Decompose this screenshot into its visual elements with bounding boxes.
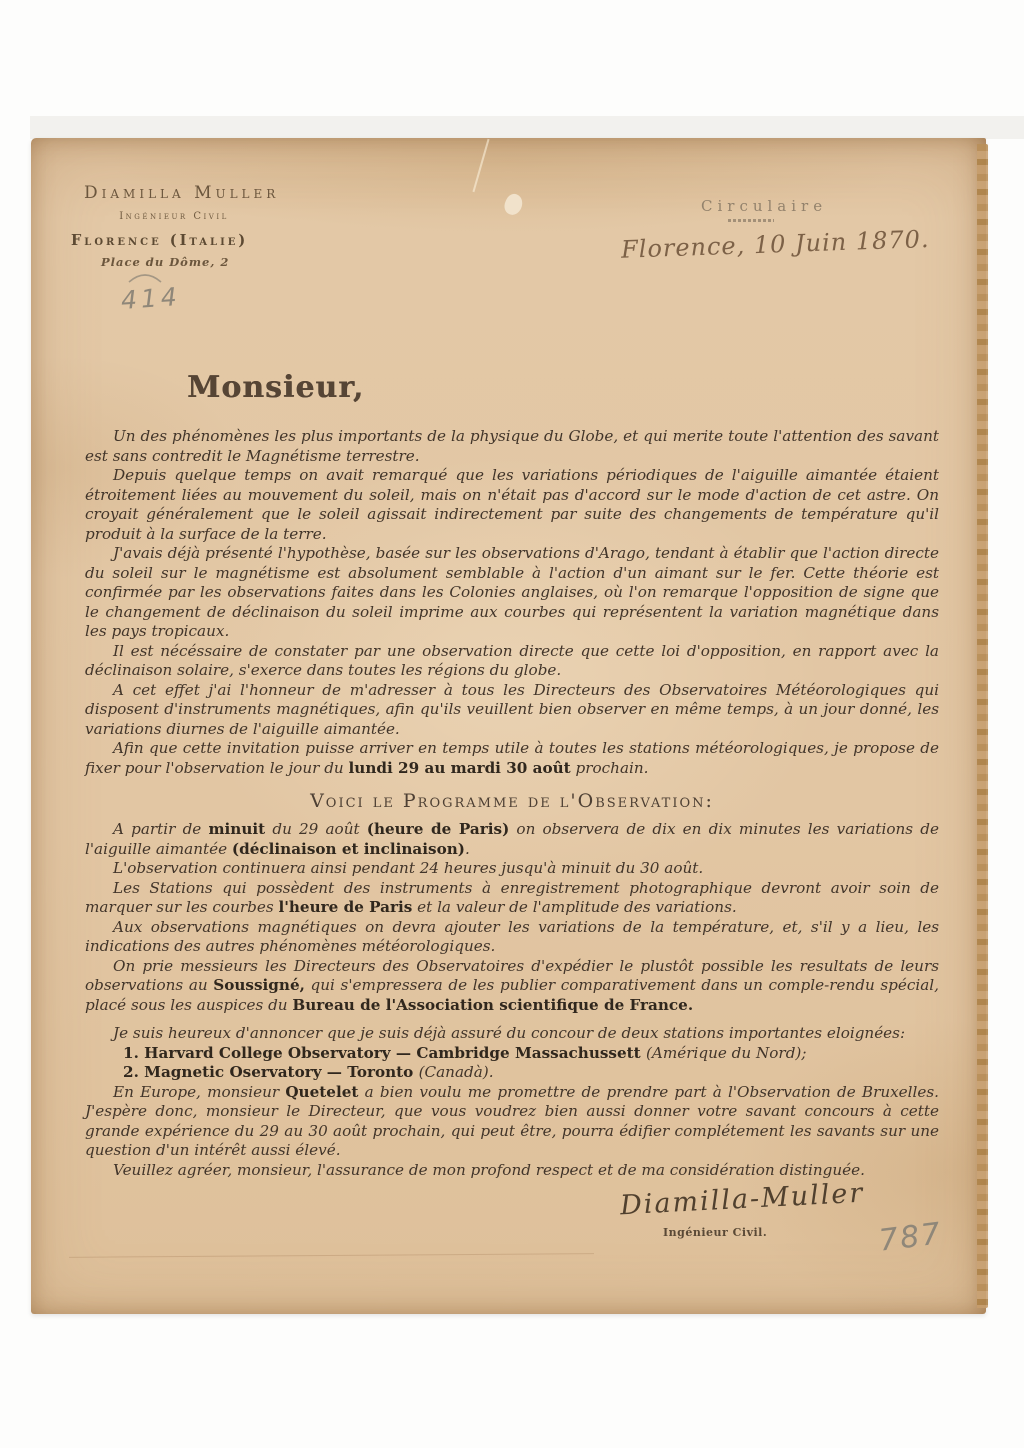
body-text: Aux observations magnétiques on devra ajouter les variations de la température, et, s'il y a lieu, les indications des autres phénomènes météorologiques. [85,917,939,955]
paragraph [85,1063,939,1083]
paragraph [85,918,939,957]
programme-paragraphs [85,820,939,1015]
paragraph [85,739,939,778]
emphasized-text: l'heure de Paris [278,898,413,916]
torn-right-edge [977,144,988,1308]
signature-title: Ingénieur Civil. [663,1226,768,1239]
programme-heading: Voici le Programme de l'Observation: [310,790,714,812]
body-text: On prie messieurs les Directeurs des Observatoires d'expédier le plustôt possible les resultats de leurs observations au [85,956,939,994]
letter-body [85,427,939,1180]
paragraph [85,1044,939,1064]
pencil-number-top: 414 [120,281,182,316]
body-text: a bien voulu me promettre de prendre part à l'Observation de Bruxelles. J'espère donc, monsieur le Directeur, que vous voudrez bien aussi donner votre savant concours à cette grande expérience du 29 au 30 août prochain, qui peut être, pourra édifier complétement les savants sur une question d'un intérêt aussi élevé. [85,1082,939,1159]
paragraph [85,859,939,879]
paragraph [85,1083,939,1161]
paper-blemish [501,191,525,217]
emphasized-text: Quetelet [285,1082,359,1101]
body-text: Les Stations qui possèdent des instruments à enregistrement photographique devront avoir soin de marquer sur les courbes [85,878,939,916]
paragraph [85,1161,939,1181]
salutation: Monsieur, [187,370,365,405]
body-text: (Amérique du Nord); [645,1043,807,1062]
paragraph [85,544,939,642]
circulaire-underline [728,219,774,222]
paragraph [85,957,939,1016]
paragraph [85,642,939,681]
body-text: Afin que cette invitation puisse arriver en temps utile à toutes les stations météorologiques, je propose de fixer pour l'observation le jour du [85,739,939,777]
body-text: A partir de [113,820,209,838]
emphasized-text: (déclinaison et inclinaison) [231,839,465,858]
paragraph [85,879,939,918]
body-text: et la valeur de l'amplitude des variations. [412,898,737,916]
scanner-shadow-band [30,116,1024,139]
body-text: J'avais déjà présenté l'hypothèse, basée sur les observations d'Arago, tendant à établir que l'action directe du soleil sur le magnétisme est absolument semblable à l'action d'un aimant sur le fer. Cette théorie est confirmée par les observations faites dans les Colonies anglaises, où l'on remarque l'opposition de signe que le changement de déclinaison du soleil imprime aux courbes qui représentent la variation magnétique dans les pays tropicaux. [85,544,939,640]
emphasized-text: 2. Magnetic Oservatory — Toronto [123,1063,419,1081]
emphasized-text: Bureau de l'Association scientifique de France. [292,995,694,1014]
body-text: on observera de dix en dix minutes les variations de l'aiguille aimantée [85,820,939,858]
emphasized-text: minuit [208,820,266,838]
emphasized-text: lundi 29 au mardi 30 août [348,758,571,777]
paper-crease-bottom [69,1253,594,1258]
paper-crease-top [472,139,489,192]
handwritten-dateline: Florence, 10 Juin 1870. [620,224,930,264]
paragraph [85,1024,939,1044]
closing-paragraphs [85,1024,939,1180]
body-text: . [464,839,470,858]
body-text: A cet effet j'ai l'honneur de m'adresser à tous les Directeurs des Observatoires Météorologiques qui disposent d'instruments magnétiques, afin qu'ils veuillent bien observer en même temps, à un jour donné, les variations diurnes de l'aiguille aimantée. [85,680,939,738]
letterhead-name: Diamilla Muller [84,183,280,203]
emphasized-text: 1. Harvard College Observatory — Cambridge Massachussett [123,1043,646,1062]
body-text: Un des phénomènes les plus importants de la physique du Globe, et qui merite toute l'attention des savant est sans contredit le Magnétisme terrestre. [85,427,939,465]
intro-paragraphs [85,427,939,778]
letterhead-address: Place du Dôme, 2 [101,255,230,269]
pencil-number-bottom: 787 [877,1216,945,1259]
emphasized-text: Soussigné, [213,976,305,994]
paragraph [85,820,939,859]
signature-script: Diamilla-Muller [619,1177,865,1222]
body-text: L'observation continuera ainsi pendant 24 heures jusqu'à minuit du 30 août. [113,859,704,877]
body-text: Veuillez agréer, monsieur, l'assurance de mon profond respect et de ma considération distinguée. [113,1160,865,1179]
body-text: Il est nécéssaire de constater par une observation directe que cette loi d'opposition, en rapport avec la déclinaison solaire, s'exerce dans toutes les régions du globe. [85,641,939,679]
letterhead-city: Florence (Italie) [71,232,249,249]
emphasized-text: (heure de Paris) [366,820,510,838]
body-text: prochain. [570,758,649,777]
circulaire-label: Circulaire [701,197,828,215]
body-text: En Europe, monsieur [113,1082,286,1101]
letterhead-title: Ingénieur Civil [119,211,229,222]
body-text: Je suis heureux d'annoncer que je suis déjà assuré du concour de deux stations importantes eloignées: [113,1024,906,1042]
body-text: Depuis quelque temps on avait remarqué que les variations périodiques de l'aiguille aimantée étaient étroitement liées au mouvement du soleil, mais on n'était pas d'accord sur le mode d'action de cet astre. On croyait généralement que le soleil agissait indirectement par suite des changements de température qu'il produit à la surface de la terre. [85,466,939,543]
body-text: (Canadà). [418,1063,494,1081]
paragraph [85,466,939,544]
body-text: du 29 août [265,820,367,838]
document-page [31,138,986,1314]
paragraph [85,681,939,740]
paragraph [85,427,939,466]
body-text: qui s'empressera de les publier comparativement dans un comple-rendu spécial, placé sous les auspices du [85,976,939,1014]
